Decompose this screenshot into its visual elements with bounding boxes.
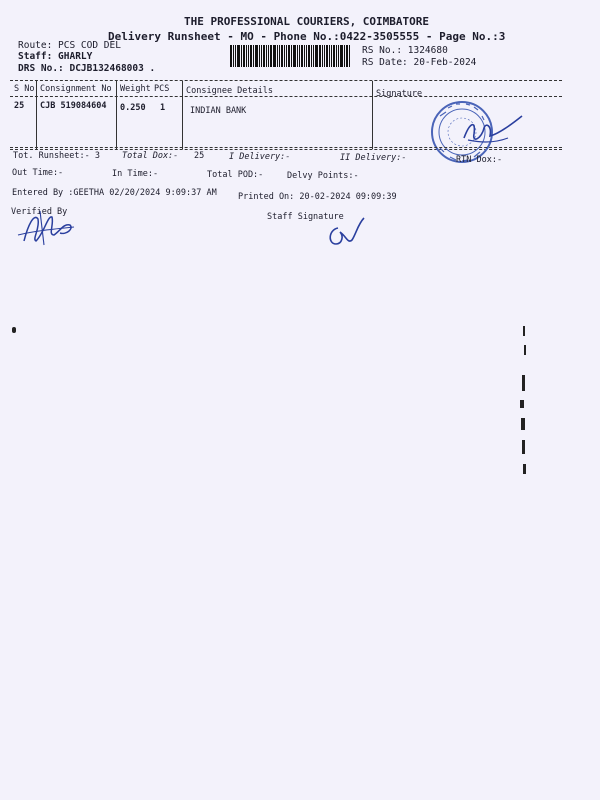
barcode-bar	[243, 45, 245, 67]
scan-mark	[523, 326, 525, 336]
barcode-bar	[331, 45, 332, 67]
barcode-bar	[237, 45, 240, 67]
delvy-points: Delvy Points:-	[287, 171, 359, 181]
tot-runsheet: Tot. Runsheet:- 3	[13, 151, 100, 161]
rs-number: RS No.: 1324680	[362, 45, 448, 56]
barcode-bar	[235, 45, 236, 67]
verified-signature-icon	[14, 205, 94, 253]
barcode-bar	[266, 45, 267, 67]
barcode-bar	[259, 45, 260, 67]
barcode-bar	[281, 45, 283, 67]
column-divider	[116, 81, 117, 149]
route-field: Route: PCS COD DEL	[18, 40, 121, 51]
barcode-bar	[338, 45, 339, 67]
barcode-bar	[336, 45, 337, 67]
barcode-bar	[344, 45, 345, 67]
barcode-bar	[241, 45, 242, 67]
barcode-bar	[319, 45, 321, 67]
company-name: THE PROFESSIONAL COURIERS, COIMBATORE	[184, 15, 430, 28]
col-header-consignment: Consignment No	[40, 84, 112, 94]
column-divider	[36, 81, 37, 149]
totals-rule	[10, 147, 562, 148]
barcode-bar	[322, 45, 323, 67]
barcode-bar	[261, 45, 262, 67]
row-consignee: INDIAN BANK	[190, 106, 247, 116]
column-divider	[182, 81, 183, 149]
staff-field: Staff: GHARLY	[18, 51, 93, 62]
row-weight: 0.250	[120, 103, 146, 113]
total-pod: Total POD:-	[207, 170, 264, 180]
table-top-rule	[10, 80, 562, 81]
barcode-bar	[268, 45, 269, 67]
col-header-weight: Weight	[120, 84, 151, 94]
barcode-bar	[311, 45, 312, 67]
scan-mark	[521, 418, 525, 430]
scan-mark	[523, 464, 526, 474]
rs-date: RS Date: 20-Feb-2024	[362, 57, 477, 68]
scan-mark	[522, 375, 525, 391]
barcode-bar	[329, 45, 330, 67]
entered-by: Entered By :GEETHA 02/20/2024 9:09:37 AM	[12, 188, 217, 198]
scan-mark	[522, 440, 525, 454]
barcode-bar	[246, 45, 247, 67]
runsheet-subtitle: Delivery Runsheet - MO - Phone No.:0422-3505555 - Page No.:3	[108, 30, 506, 43]
in-time: In Time:-	[112, 169, 159, 179]
rtn-dox: RTN Dox:-	[456, 155, 503, 165]
barcode-bar	[340, 45, 343, 67]
barcode-bar	[270, 45, 272, 67]
i-delivery: I Delivery:-	[229, 152, 291, 162]
col-header-pcs: PCS	[154, 84, 170, 94]
barcode-bar	[313, 45, 314, 67]
column-divider	[372, 81, 373, 149]
barcode-bar	[288, 45, 290, 67]
barcode-bar	[315, 45, 318, 67]
barcode-bar	[286, 45, 287, 67]
barcode-bar	[333, 45, 335, 67]
scan-mark	[12, 327, 16, 333]
barcode-bar	[301, 45, 303, 67]
barcode-bar	[279, 45, 280, 67]
scan-mark	[520, 400, 524, 408]
total-dox-label: Total Dox:-	[122, 151, 179, 161]
drs-number: DRS No.: DCJB132468003 .	[18, 63, 156, 74]
col-header-sno: S No	[14, 84, 35, 94]
printed-on: Printed On: 20-02-2024 09:09:39	[238, 192, 397, 202]
barcode-bar	[277, 45, 278, 67]
barcode-bar	[306, 45, 307, 67]
barcode-bar	[263, 45, 265, 67]
barcode-bar	[299, 45, 300, 67]
barcode-bar	[324, 45, 325, 67]
row-pcs: 1	[160, 103, 166, 113]
row-sno: 25	[14, 101, 25, 111]
barcode-bar	[291, 45, 292, 67]
scan-mark	[524, 345, 526, 355]
barcode-bar	[349, 45, 350, 67]
barcode-bar	[233, 45, 234, 67]
total-dox-value: 25	[194, 151, 205, 161]
barcode-bar	[250, 45, 252, 67]
barcode-icon	[230, 45, 356, 67]
barcode-bar	[293, 45, 296, 67]
barcode-bar	[308, 45, 310, 67]
ii-delivery: II Delivery:-	[340, 153, 407, 163]
barcode-bar	[304, 45, 305, 67]
barcode-bar	[253, 45, 254, 67]
verified-by-label: Verified By	[11, 207, 68, 217]
barcode-bar	[326, 45, 328, 67]
barcode-bar	[346, 45, 348, 67]
barcode-bar	[273, 45, 276, 67]
staff-signature-label: Staff Signature	[267, 212, 344, 222]
barcode-bar	[255, 45, 258, 67]
barcode-bar	[297, 45, 298, 67]
staff-signature-icon	[322, 214, 368, 250]
row-consignment: CJB 519084604	[40, 101, 107, 111]
barcode-bar	[230, 45, 232, 67]
col-header-signature: Signature	[376, 89, 423, 99]
barcode-bar	[284, 45, 285, 67]
out-time: Out Time:-	[12, 168, 64, 178]
col-header-consignee: Consignee Details	[186, 86, 273, 96]
barcode-bar	[248, 45, 249, 67]
